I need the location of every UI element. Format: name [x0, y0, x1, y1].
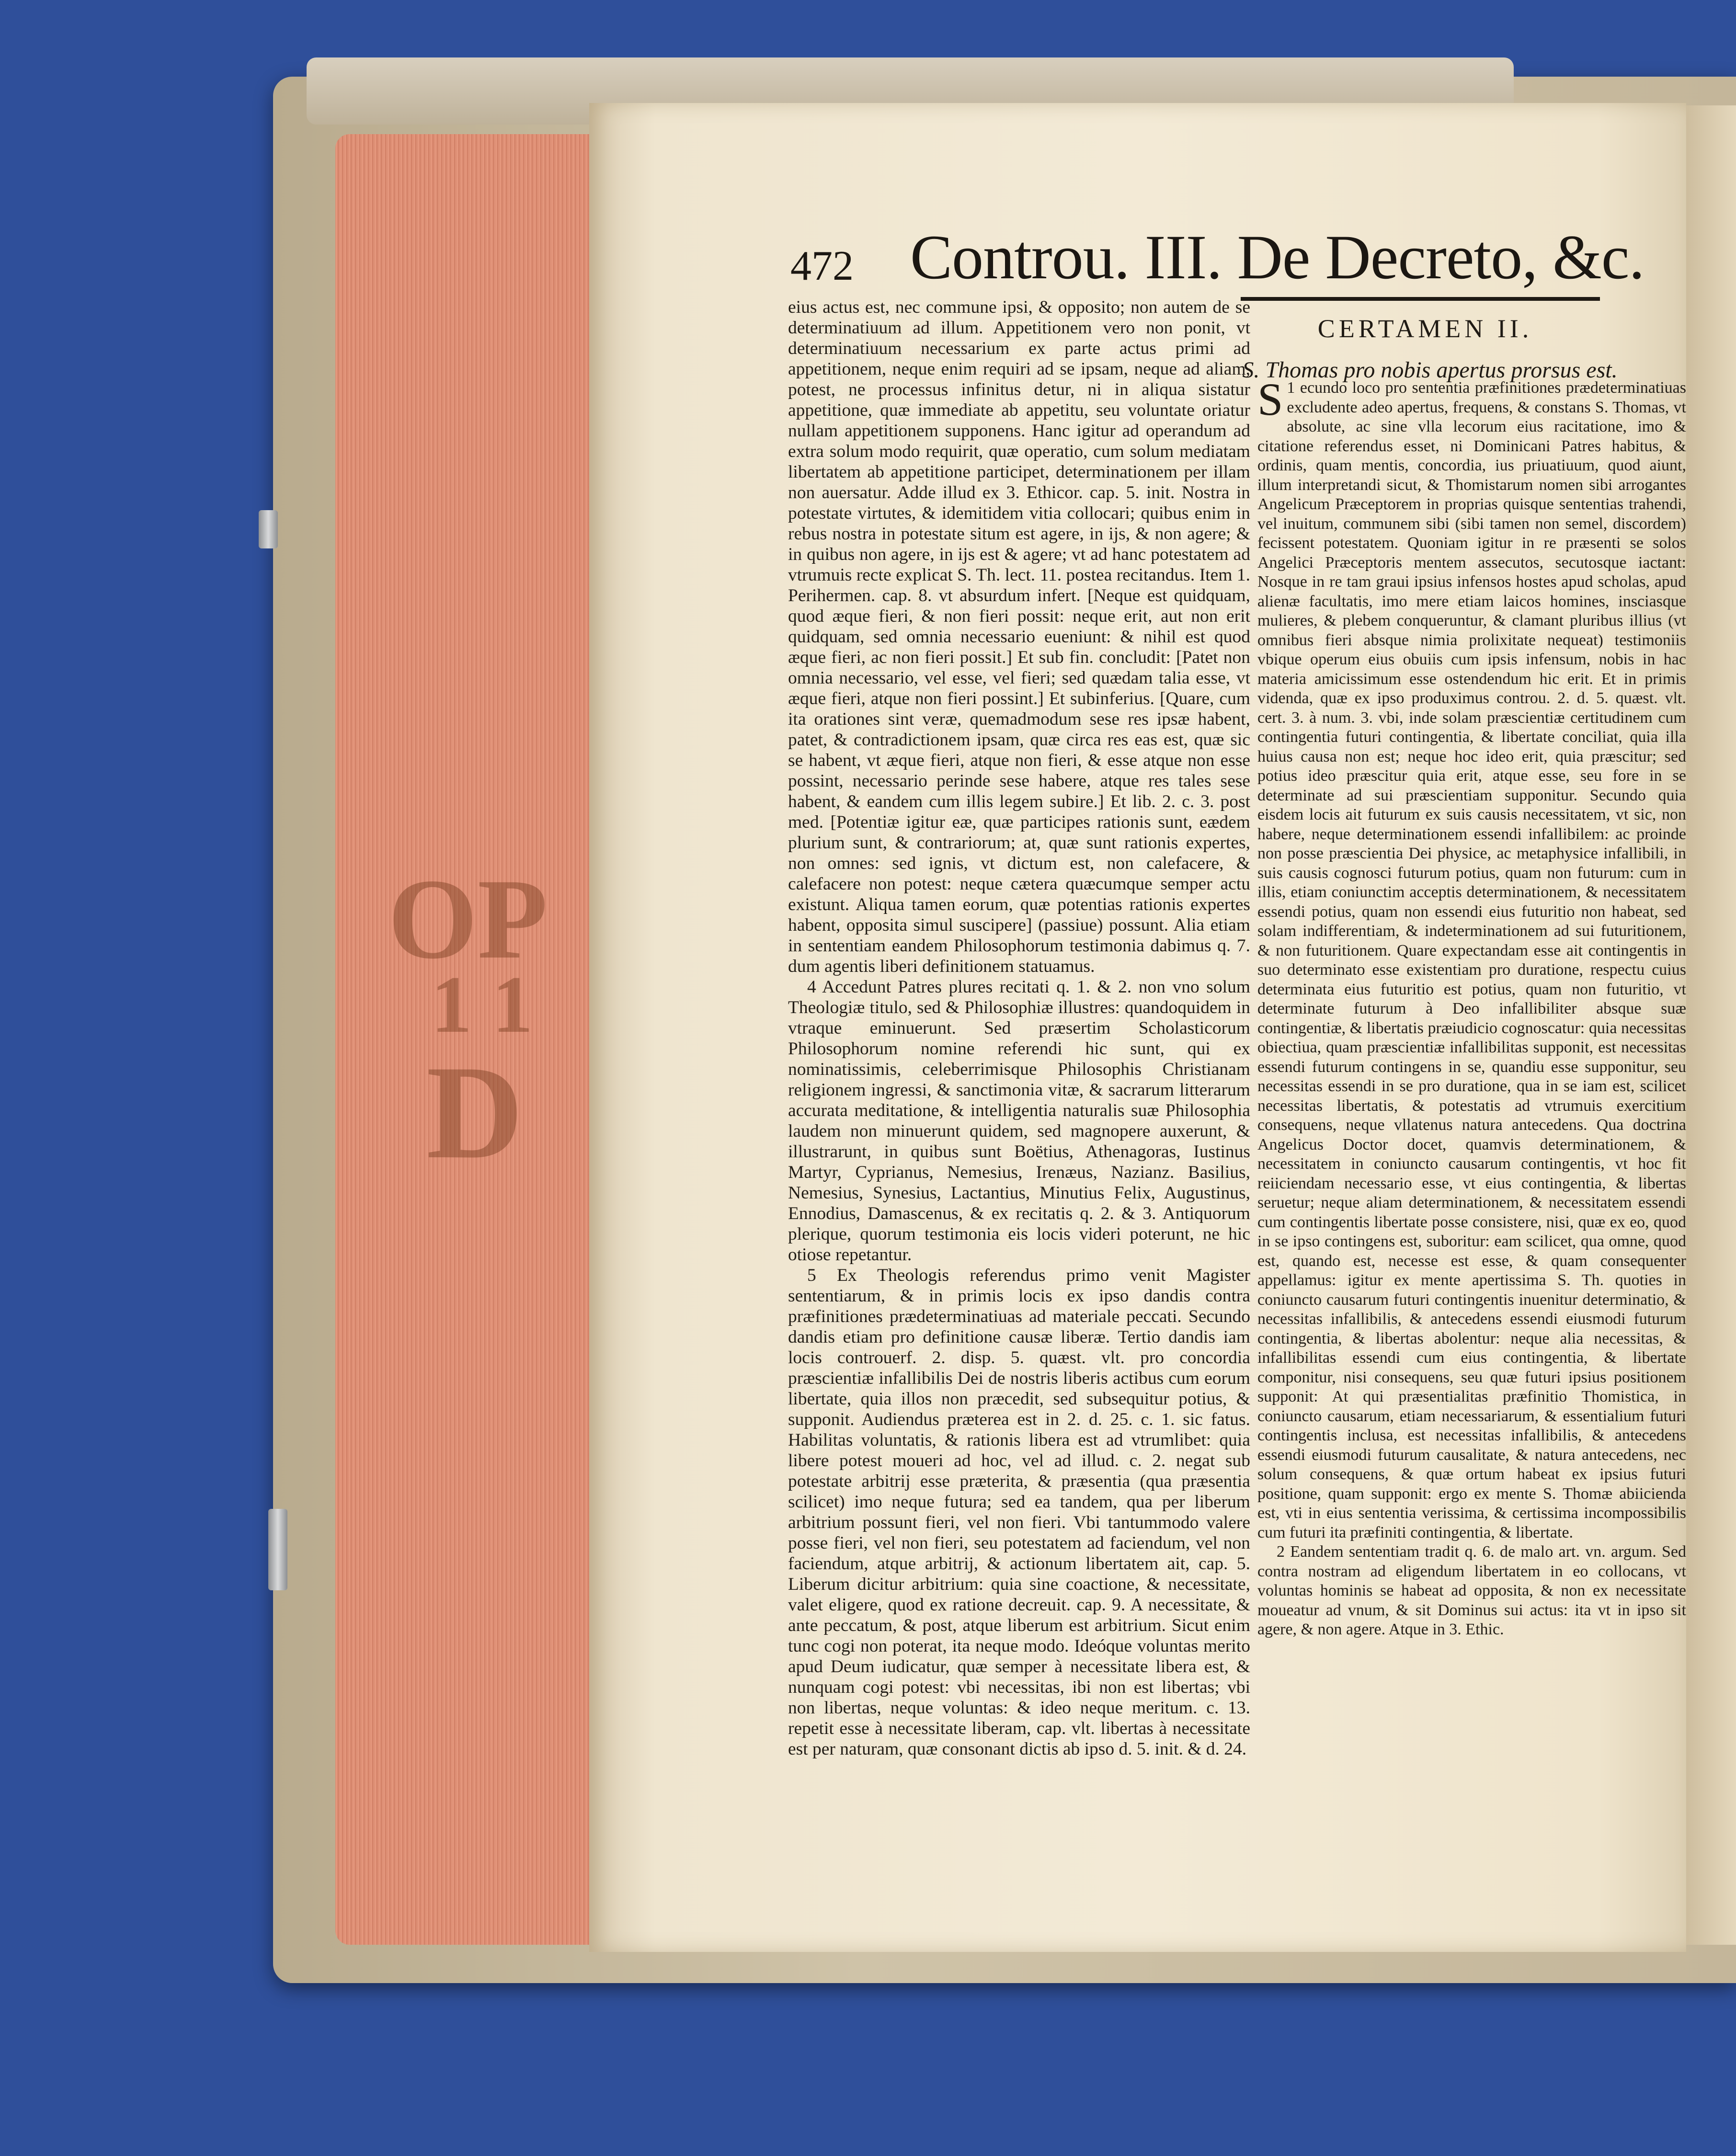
- section-heading: CERTAMEN II.: [1317, 314, 1533, 343]
- heading-rule: [1241, 297, 1600, 301]
- facing-page-edge: [1686, 105, 1736, 1945]
- paragraph: [1257, 374, 1686, 1542]
- drop-cap: S: [1257, 374, 1283, 425]
- clasp-bottom: [268, 1509, 287, 1590]
- section-subheading: S. Thomas pro nobis apertus prorsus est.: [1242, 357, 1618, 383]
- paragraph: eius actus est, nec commune ipsi, & opposito; non autem de se determinatiuum ad illum. Appetitionem vero non ponit, vt determinatiuum necessarium ex parte actus primi ad appetitionem, neque enim requiri ad se ipsam, neque ad aliam, potest, ne processus infinitus detur, ni in aliqua sistatur appetitione, quæ immediate ab appetitu, seu voluntate oriatur nullam appetitionem supponens. Hanc igitur ad operandum ad extra solum modo requirit, quæ operatio, cum solum mediatam libertatem ab appetitione participet, determinationem per illam non auersatur. Adde illud ex 3. Ethicor. cap. 5. init. Nostra in potestate virtutes, & idemitidem vitia collocari; quibus enim in rebus nostra in potestate situm est agere, in ijs, & non agere; & in quibus non agere, in ijs est & agere; vt ad hanc potestatem ad vtrumuis recte explicat S. Th. lect. 11. postea recitandus. Item 1. Perihermen. cap. 8. vt absurdum infert. [Neque est quidquam, quod æque fieri, & non fieri possit: neque erit, aut non erit quidquam, sed omnia necessario eueniunt: & nihil est quod æque fieri, ac non fieri possit.] Et sub fin. concludit: [Patet non omnia necessario, vel esse, vel fieri; sed quædam talia esse, vt æque fieri, atque non fieri possint.] Et subinferius. [Quare, cum ita orationes sint veræ, quemadmodum sese res ipsæ habent, patet, & contradictionem ipsam, quæ circa res eas est, quæ sic se habent, vt æque fieri, atque non fieri, & esse atque non esse possint, necessario perinde sese habere, atque res tales sese habent, & eandem cum illis legem subire.] Et lib. 2. c. 3. post med. [Potentiæ igitur eæ, quæ participes rationis sunt, eædem plurium sunt, & contrariorum; at, quæ sunt rationis expertes, non omnes: sed ignis, vt dictum est, non calefacere, & calefacere non potest: neque cætera quæcumque semper actu existunt. Aliqua tamen eorum, quæ potentias rationis expertes habent, opposita simul suscipere] (passiue) possunt. Alia etiam in sententiam eandem Philosophorum testimonia dabimus q. 7. dum agentis liberi definitionem statuamus.: [788, 297, 1250, 976]
- right-column: [1257, 374, 1686, 1640]
- edge-mark-1: OP: [388, 855, 548, 982]
- running-title: Controu. III. De Decreto, &c.: [910, 222, 1645, 292]
- edge-mark-2: 1 1: [431, 959, 533, 1049]
- edge-mark-3: D: [426, 1038, 524, 1186]
- paragraph: 2 Eandem sententiam tradit q. 6. de malo art. vn. argum. Sed contra nostram ad eligendum libertatem in eo collocans, vt voluntas hominis se habeat ad opposita, & non ex necessitate moueatur ad vnum, & sit Dominus sui actus: ita vt in ipso sit agere, & non agere. Atque in 3. Ethic.: [1257, 1543, 1686, 1638]
- clasp-top: [259, 510, 278, 548]
- paragraph: 5 Ex Theologis referendus primo venit Magister sententiarum, & in primis locis ex ipso dandis contra præfinitiones prædeterminatiuas ad materiale peccati. Secundo dandis etiam pro definitione causæ liberæ. Tertio dandis iam locis controuerf. 2. disp. 5. quæst. vlt. pro concordia præscientiæ infallibilis Dei de nostris liberis actibus cum eorum libertate, quia illos non præcedit, sed subsequitur potius, & supponit. Audiendus præterea est in 2. d. 25. c. 1. sic fatus. Habilitas voluntatis, & rationis libera est ad vtrumlibet: quia libere potest moueri ad hoc, vel ad illud. c. 2. negat sub potestate arbitrij esse præterita, & præsentia (qua præsentia scilicet) imo neque futura; sed ea tandem, qua per liberum arbitrium possunt fieri, vel non fieri. Vbi tantummodo valere posse fieri, vel non fieri, seu potestatem ad faciendum, vel non faciendum, atque arbitrij, & actionum libertatem ait, cap. 5. Liberum dicitur arbitrium: quia sine coactione, & necessitate, valet eligere, quod ex ratione decreuit. cap. 9. A necessitate, & ante peccatum, & post, atque liberum est arbitrium. Sicut enim tunc cogi non poterat, ita neque modo. Ideóque voluntas merito apud Deum iudicatur, quæ semper à necessitate libera est, & nunquam cogi potest: vbi necessitas, ibi non est libertas; vbi non libertas, neque voluntas: & ideo neque meritum. c. 13. repetit esse à necessitate liberam, cap. vlt. libertas à necessitate est per naturam, quæ consonant dictis ab ipso d. 5. init. & d. 24.: [788, 1266, 1250, 1759]
- page-header: [786, 220, 1645, 302]
- paragraph-text: 1 ecundo loco pro sententia præfinitiones prædeterminatiuas excludente adeo apertus, frequens, & constans S. Thomas, vt absolute, ac sine vlla lecorum eius racitatione, imo & citatione referendus esset, ni Dominicani Patres habitus, & ordinis, quam mentis, concordia, ius priuatiuum, quod aiunt, illum interpretandi sicut, & Thomistarum nomen sibi arrogantes Angelicum Præceptorem in proprias quisque sententias trahendi, vel inuitum, communem sibi (sibi tamen non semel, discordem) fecissent potestatem. Quoniam igitur in re præsenti se solos Angelici Præceptoris mentem assecutos, secutosque iactant: Nosque in re tam graui ipsius infensos hostes apud scholas, apud alienæ facultatis, imo mere etiam laicos homines, insciasque mulieres, & plebem conqueruntur, & clamant pluribus illius (vt omnibus fieri absque nimia prolixitate nequeat) testimoniis vbique operum eius obuiis cum ipsis infensum, nobis in hac materia amicissimum esse ostendendum hic erit. Et in primis videnda, quæ ex ipso produximus controu. 2. d. 5. quæst. vlt. cert. 3. à num. 3. vbi, inde solam præscientiæ certitudinem cum contingentia futuri contingentia, & libertate conciliat, quia illa huius causa non est; neque hoc ideo erit, quia præscitur; sed potius ideo præscitur quia erit, atque esse, seu fore in se determinate ad sui præscientiam supponitur. Secundo quia eisdem locis ait futurum ex suis causis necessitatem, vt sic, non habere, neque determinationem essendi infallibilem: ac proinde non posse præscientia Dei physice, ac metaphysice infallibili, in suis causis cognosci futurum potius, quam non futurum: cum in illis, etiam coniunctim acceptis determinationem, & necessitatem essendi potius, quam non essendi eius futuritio non habeat, sed solam indifferentiam, & indeterminationem ad sui futuritionem, & non futuritionem. Quare expectandam esse ait contingentis in suo determinato esse existentiam pro duratione, respectu cuius determinata eius futuritio est potius, quam non futuritio, vt determinate futurum à Deo infallibiliter absque suæ contingentiæ, & libertatis præiudicio cognoscatur: quia necessitas obiectiua, quam præscientiæ infallibilitas supponit, est necessitas essendi futurum contingens in se, quandiu esse supponitur, seu necessitas essendi in se pro duratione, qua in se iam est, scilicet necessitas libertatis, & potestatis ad vtrumuis exercitium consequens, neque vllatenus natura antecedens. Qua doctrina Angelicus Doctor docet, quamvis determinationem, & necessitatem in coniuncto causarum contingentis, vt hoc fit reiiciendam necessario esse, vt eius contingentia, & libertas seruetur; neque aliam determinationem, & necessitatem essendi cum contingentis libertate posse consistere, nisi, quæ ex eo, quod in se ipso contingens est, suboritur: eam scilicet, qua omne, quod est, quando est, necesse est esse, & quam consequenter appellamus: igitur ex mente apertissima S. Th. quoties in coniuncto causarum futuri contingentis inuenitur determinatio, & necessitas infallibilis, & antecedens essendi eiusmodi futurum contingentia, & libertas abolentur: neque alia necessitas, & infallibilitas essendi cum eius contingentia, & libertate componitur, nisi consequens, seu quæ futuri ipsius positionem supponit: At qui præsentialitas præfinitio Thomistica, in coniuncto causarum, etiam necessariarum, & essentialium futuri contingentis inclusa, est necessitas infallibilis, & antecedens essendi eiusmodi futurum causalitate, & natura antecedens, nec solum consequens, & quæ ortum habeat ex ipsius futuri positione, quam supponit: ergo ex mente S. Thomæ abiicienda est, vti in eius sententia verissima, & certissima incompossibilis cum futuri ita præfiniti contingentia, & libertate.: [1257, 379, 1686, 1541]
- paragraph: 4 Accedunt Patres plures recitati q. 1. & 2. non vno solum Theologiæ titulo, sed & Philosophiæ illustres: quandoquidem in vtraque eminuerunt. Sed præsertim Scholasticorum Philosophorum nomine referendi hic sunt, qui ex nominatissimis, celeberrimisque Philosophis Christianam religionem ingressi, & sanctimonia vitæ, & sacrarum litterarum accurata meditatione, & intelligentia naturalis suæ Philosophia laudem non minuerunt quidem, sed magnopere auxerunt, & illustrarunt, in quibus sunt Boëtius, Athenagoras, Iustinus Martyr, Cyprianus, Nemesius, Irenæus, Nazianz. Basilius, Nemesius, Synesius, Lactantius, Minutius Felix, Augustinus, Ennodius, Damascenus, & ex recitatis q. 2. & 3. Antiquorum plerique, quorum testimonia eis locis videri poterunt, ne hic otiose repetantur.: [788, 977, 1250, 1265]
- page-number: 472: [790, 243, 854, 289]
- left-column: [788, 297, 1250, 1759]
